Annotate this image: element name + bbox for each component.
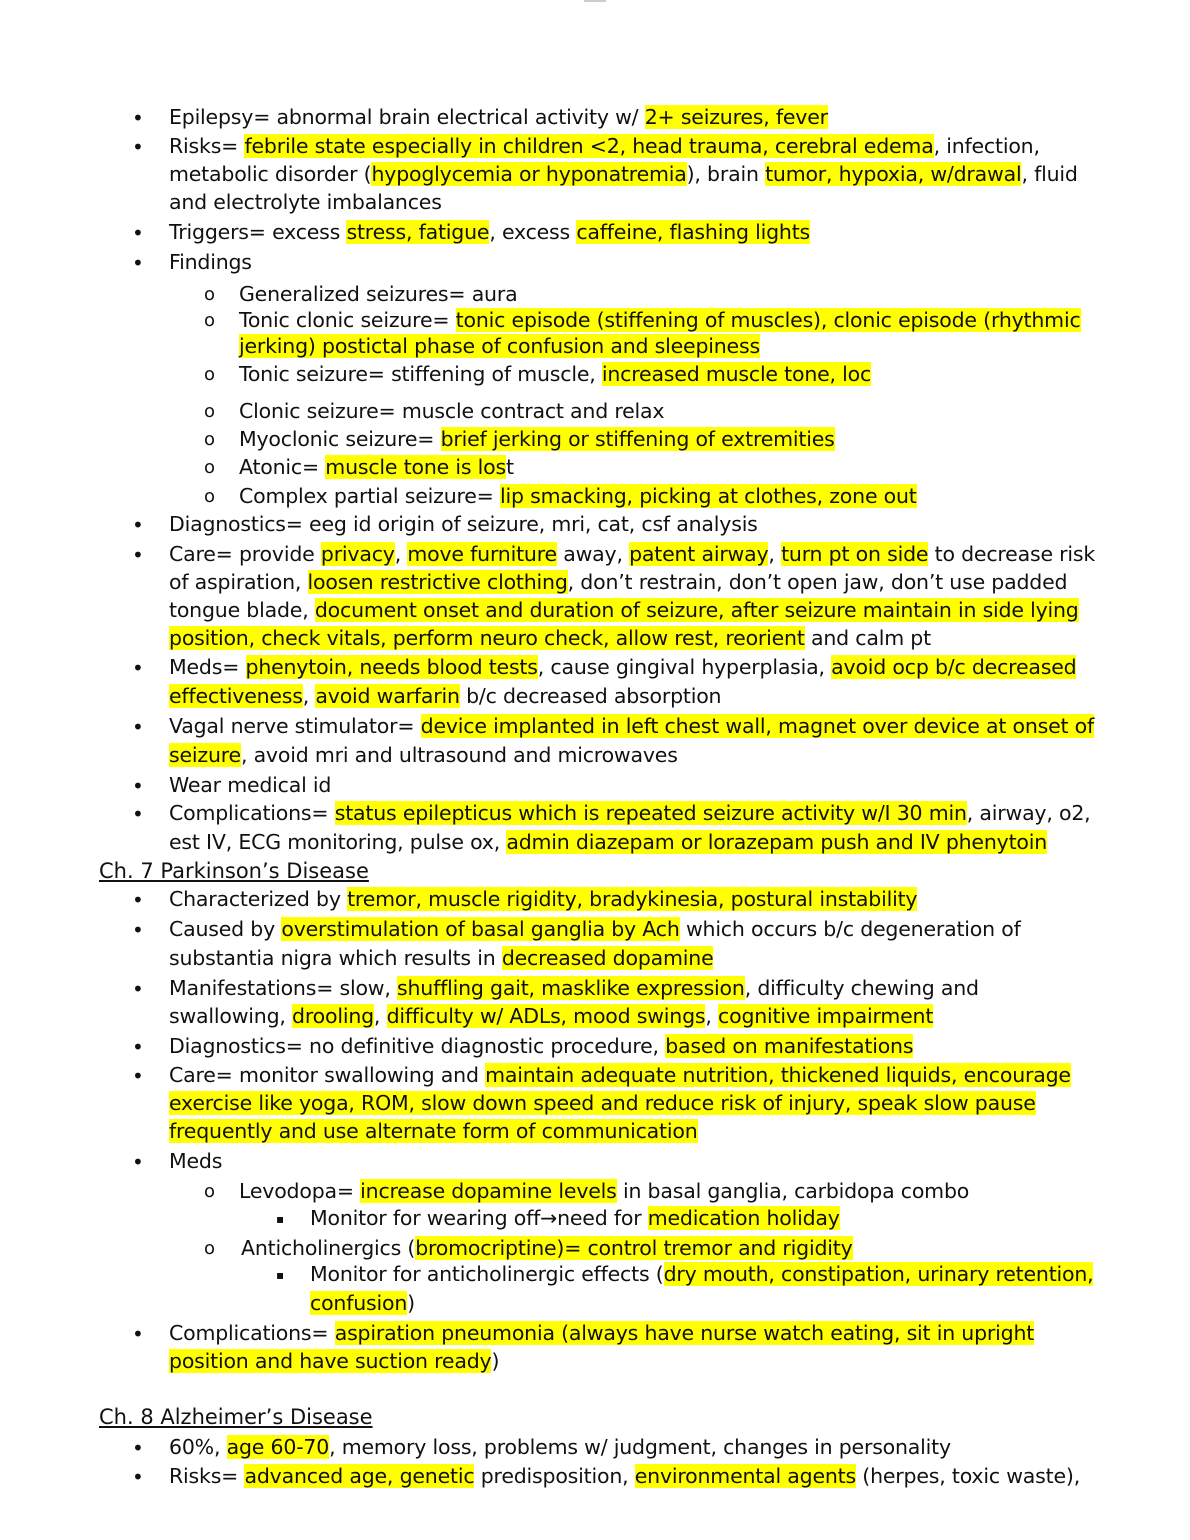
text: in basal ganglia, carbidopa combo <box>616 1179 970 1203</box>
bullet-disc: • <box>132 802 144 826</box>
text: Care= provide <box>169 542 321 566</box>
text: Epilepsy= abnormal brain electrical activity w/ <box>169 105 645 129</box>
highlight: decreased dopamine <box>501 946 714 970</box>
text: , difficulty chewing and <box>744 976 979 1000</box>
highlight: environmental agents <box>634 1464 856 1488</box>
bullet-circle: o <box>204 364 216 385</box>
parkinsons-complications <box>169 1319 1034 1347</box>
text: , excess <box>489 220 577 244</box>
highlight: status epilepticus which is repeated seizure activity w/I 30 min <box>334 801 967 825</box>
parkinsons-diagnostics <box>169 1032 913 1060</box>
text: metabolic disorder ( <box>169 162 372 186</box>
highlight: difficulty w/ ADLs, mood swings <box>386 1004 706 1028</box>
epilepsy-complications <box>169 799 1091 827</box>
bullet-disc: • <box>132 656 144 680</box>
highlight: increased muscle tone, loc <box>601 362 872 386</box>
highlight: bromocriptine)= control tremor and rigidity <box>415 1236 853 1260</box>
text: est IV, ECG monitoring, pulse ox, <box>169 830 507 854</box>
highlight: admin diazepam or lorazepam push and IV phenytoin <box>506 830 1048 854</box>
bullet-disc: • <box>132 1035 144 1059</box>
highlight: caffeine, flashing lights <box>576 220 811 244</box>
bullet-disc: • <box>132 513 144 537</box>
parkinsons-cause <box>169 915 1021 943</box>
text: ), brain <box>686 162 766 186</box>
finding-complex-partial <box>239 482 917 510</box>
text: ) <box>407 1291 415 1315</box>
highlight: position and have suction ready <box>169 1349 492 1373</box>
highlight: muscle tone is los <box>325 455 506 479</box>
highlight: avoid ocp b/c decreased <box>831 655 1077 679</box>
text: Monitor for anticholinergic effects ( <box>310 1262 664 1286</box>
highlight: brief jerking or stiffening of extremities <box>440 427 835 451</box>
text: , avoid mri and ultrasound and microwaves <box>240 743 678 767</box>
text: predisposition, <box>474 1464 635 1488</box>
alzheimers-overview <box>169 1433 951 1461</box>
parkinsons-cause-line2 <box>169 944 713 972</box>
text: Myoclonic seizure= <box>239 427 441 451</box>
epilepsy-care-line4 <box>169 624 931 652</box>
bullet-circle: o <box>204 284 216 305</box>
parkinsons-care-line3 <box>169 1117 698 1145</box>
finding-myoclonic <box>239 425 835 453</box>
bullet-disc: • <box>132 1322 144 1346</box>
text: Manifestations= slow, <box>169 976 398 1000</box>
highlight: document onset and duration of seizure, after seizure maintain in side lying <box>314 598 1079 622</box>
text: , memory loss, problems w/ judgment, changes in personality <box>329 1435 951 1459</box>
text: to decrease risk <box>928 542 1096 566</box>
highlight: medication holiday <box>647 1206 840 1230</box>
bullet-disc: • <box>132 1064 144 1088</box>
epilepsy-complications-line2 <box>169 828 1047 856</box>
highlight: patent airway <box>629 542 769 566</box>
parkinsons-anticholinergic-monitor-line2 <box>310 1289 415 1317</box>
text: Meds= <box>169 655 246 679</box>
text: Monitor for wearing off→need for <box>310 1206 648 1230</box>
text: which occurs b/c degeneration of <box>679 917 1021 941</box>
parkinsons-complications-line2 <box>169 1347 499 1375</box>
finding-generalized: Generalized seizures= aura <box>239 282 518 306</box>
bullet-disc: • <box>132 543 144 567</box>
highlight: lip smacking, picking at clothes, zone out <box>499 484 917 508</box>
bullet-disc: • <box>132 1465 144 1489</box>
text: , cause gingival hyperplasia, <box>537 655 832 679</box>
text: b/c decreased absorption <box>459 684 722 708</box>
highlight: dry mouth, constipation, urinary retention, <box>663 1262 1094 1286</box>
epilepsy-care <box>169 540 1095 568</box>
parkinsons-anticholinergics <box>241 1234 853 1262</box>
bullet-circle: o <box>204 1238 216 1259</box>
text: Caused by <box>169 917 282 941</box>
text: , <box>373 1004 387 1028</box>
epilepsy-risks <box>169 132 1040 160</box>
highlight: device implanted in left chest wall, magnet over device at onset of <box>420 714 1095 738</box>
text: , <box>705 1004 719 1028</box>
bullet-square: ▪ <box>276 1268 285 1282</box>
bullet-circle: o <box>204 457 216 478</box>
highlight: confusion <box>310 1291 408 1315</box>
text: Vagal nerve stimulator= <box>169 714 421 738</box>
text: , don’t restrain, don’t open jaw, don’t use padded <box>567 570 1068 594</box>
text: Anticholinergics ( <box>241 1236 416 1260</box>
highlight: tonic episode (stiffening of muscles), clonic episode (rhythmic <box>455 308 1081 332</box>
highlight: advanced age, genetic <box>244 1464 475 1488</box>
text: Tonic clonic seizure= <box>239 308 456 332</box>
parkinsons-levodopa <box>239 1177 969 1205</box>
epilepsy-diagnostics: Diagnostics= eeg id origin of seizure, mri, cat, csf analysis <box>169 512 758 536</box>
text: Complications= <box>169 801 335 825</box>
alzheimers-heading: Ch. 8 Alzheimer’s Disease <box>99 1405 373 1429</box>
text: , airway, o2, <box>966 801 1091 825</box>
highlight: based on manifestations <box>665 1034 914 1058</box>
text: , <box>768 542 782 566</box>
highlight: seizure <box>169 743 241 767</box>
highlight: overstimulation of basal ganglia by Ach <box>281 917 680 941</box>
epilepsy-wear-id: Wear medical id <box>169 773 332 797</box>
parkinsons-characterized <box>169 885 917 913</box>
finding-atonic <box>239 453 514 481</box>
highlight: drooling <box>292 1004 374 1028</box>
epilepsy-meds <box>169 653 1076 681</box>
epilepsy-meds-line2 <box>169 682 721 710</box>
highlight: increase dopamine levels <box>360 1179 617 1203</box>
parkinsons-manifestations <box>169 974 979 1002</box>
parkinsons-manifestations-line2 <box>169 1002 933 1030</box>
epilepsy-definition <box>169 103 828 131</box>
text: of aspiration, <box>169 570 308 594</box>
bullet-disc: • <box>132 888 144 912</box>
highlight: aspiration pneumonia (always have nurse watch eating, sit in upright <box>334 1321 1035 1345</box>
text: swallowing, <box>169 1004 293 1028</box>
epilepsy-findings: Findings <box>169 250 252 274</box>
epilepsy-care-line2 <box>169 568 1067 596</box>
parkinsons-heading: Ch. 7 Parkinson’s Disease <box>99 859 369 883</box>
finding-tonic-clonic-line2 <box>239 332 760 360</box>
highlight: stress, fatigue <box>346 220 490 244</box>
text: Diagnostics= no definitive diagnostic procedure, <box>169 1034 666 1058</box>
epilepsy-care-line3 <box>169 596 1079 624</box>
bullet-disc: • <box>132 135 144 159</box>
epilepsy-vagal-nerve <box>169 712 1094 740</box>
bullet-square: ▪ <box>276 1212 285 1226</box>
text: Levodopa= <box>239 1179 361 1203</box>
highlight: tremor, muscle rigidity, bradykinesia, postural instability <box>347 887 918 911</box>
text: Risks= <box>169 1464 245 1488</box>
finding-tonic <box>239 360 871 388</box>
highlight: febrile state especially in children <2, head trauma, cerebral edema <box>244 134 934 158</box>
text: t <box>505 455 514 479</box>
finding-tonic-clonic <box>239 306 1081 334</box>
highlight: frequently and use alternate form of communication <box>169 1119 698 1143</box>
finding-clonic: Clonic seizure= muscle contract and relax <box>239 399 665 423</box>
parkinsons-anticholinergic-monitor <box>310 1260 1093 1288</box>
bullet-circle: o <box>204 310 216 331</box>
text: , infection, <box>933 134 1040 158</box>
text: , <box>302 684 316 708</box>
highlight: effectiveness <box>169 684 303 708</box>
highlight: tumor, hypoxia, w/drawal <box>765 162 1022 186</box>
text: ) <box>491 1349 500 1373</box>
highlight: hypoglycemia or hyponatremia <box>371 162 687 186</box>
bullet-disc: • <box>132 715 144 739</box>
highlight: privacy <box>320 542 395 566</box>
text: tongue blade, <box>169 598 315 622</box>
text: substantia nigra which results in <box>169 946 502 970</box>
bullet-circle: o <box>204 429 216 450</box>
text: , fluid <box>1021 162 1078 186</box>
bullet-disc: • <box>132 918 144 942</box>
text: and calm pt <box>804 626 931 650</box>
bullet-circle: o <box>204 486 216 507</box>
highlight: loosen restrictive clothing <box>307 570 568 594</box>
epilepsy-risks-line2 <box>169 160 1078 188</box>
text: away, <box>556 542 630 566</box>
bullet-disc: • <box>132 1436 144 1460</box>
highlight: jerking) postictal phase of confusion and sleepiness <box>239 334 760 358</box>
text: 60%, <box>169 1435 227 1459</box>
epilepsy-vagal-nerve-line2 <box>169 741 678 769</box>
highlight: age 60-70 <box>226 1435 330 1459</box>
text: Care= monitor swallowing and <box>169 1063 486 1087</box>
highlight: 2+ seizures, fever <box>644 105 828 129</box>
bullet-disc: • <box>132 977 144 1001</box>
text: Complex partial seizure= <box>239 484 500 508</box>
text: Atonic= <box>239 455 326 479</box>
alzheimers-risks <box>169 1462 1080 1490</box>
text: Risks= <box>169 134 245 158</box>
highlight: phenytoin, needs blood tests <box>245 655 538 679</box>
bullet-circle: o <box>204 1181 216 1202</box>
text: Tonic seizure= stiffening of muscle, <box>239 362 602 386</box>
highlight: position, check vitals, perform neuro check, allow rest, reorient <box>169 626 805 650</box>
highlight: exercise like yoga, ROM, slow down speed and reduce risk of injury, speak slow pause <box>169 1091 1036 1115</box>
bullet-disc: • <box>132 1150 144 1174</box>
bullet-disc: • <box>132 106 144 130</box>
page-header-mark <box>584 0 606 2</box>
highlight: turn pt on side <box>781 542 929 566</box>
highlight: shuffling gait, masklike expression <box>397 976 745 1000</box>
parkinsons-care <box>169 1061 1071 1089</box>
text: Triggers= excess <box>169 220 347 244</box>
bullet-disc: • <box>132 221 144 245</box>
text: Characterized by <box>169 887 348 911</box>
text: , <box>394 542 408 566</box>
highlight: maintain adequate nutrition, thickened liquids, encourage <box>485 1063 1071 1087</box>
bullet-disc: • <box>132 251 144 275</box>
bullet-disc: • <box>132 774 144 798</box>
highlight: cognitive impairment <box>718 1004 934 1028</box>
parkinsons-meds: Meds <box>169 1149 223 1173</box>
epilepsy-triggers <box>169 218 810 246</box>
highlight: move furniture <box>407 542 557 566</box>
bullet-circle: o <box>204 401 216 422</box>
epilepsy-risks-line3: and electrolyte imbalances <box>169 190 442 214</box>
parkinsons-levodopa-monitor <box>310 1204 840 1232</box>
parkinsons-care-line2 <box>169 1089 1036 1117</box>
text: (herpes, toxic waste), <box>855 1464 1081 1488</box>
text: Complications= <box>169 1321 335 1345</box>
highlight: avoid warfarin <box>315 684 460 708</box>
